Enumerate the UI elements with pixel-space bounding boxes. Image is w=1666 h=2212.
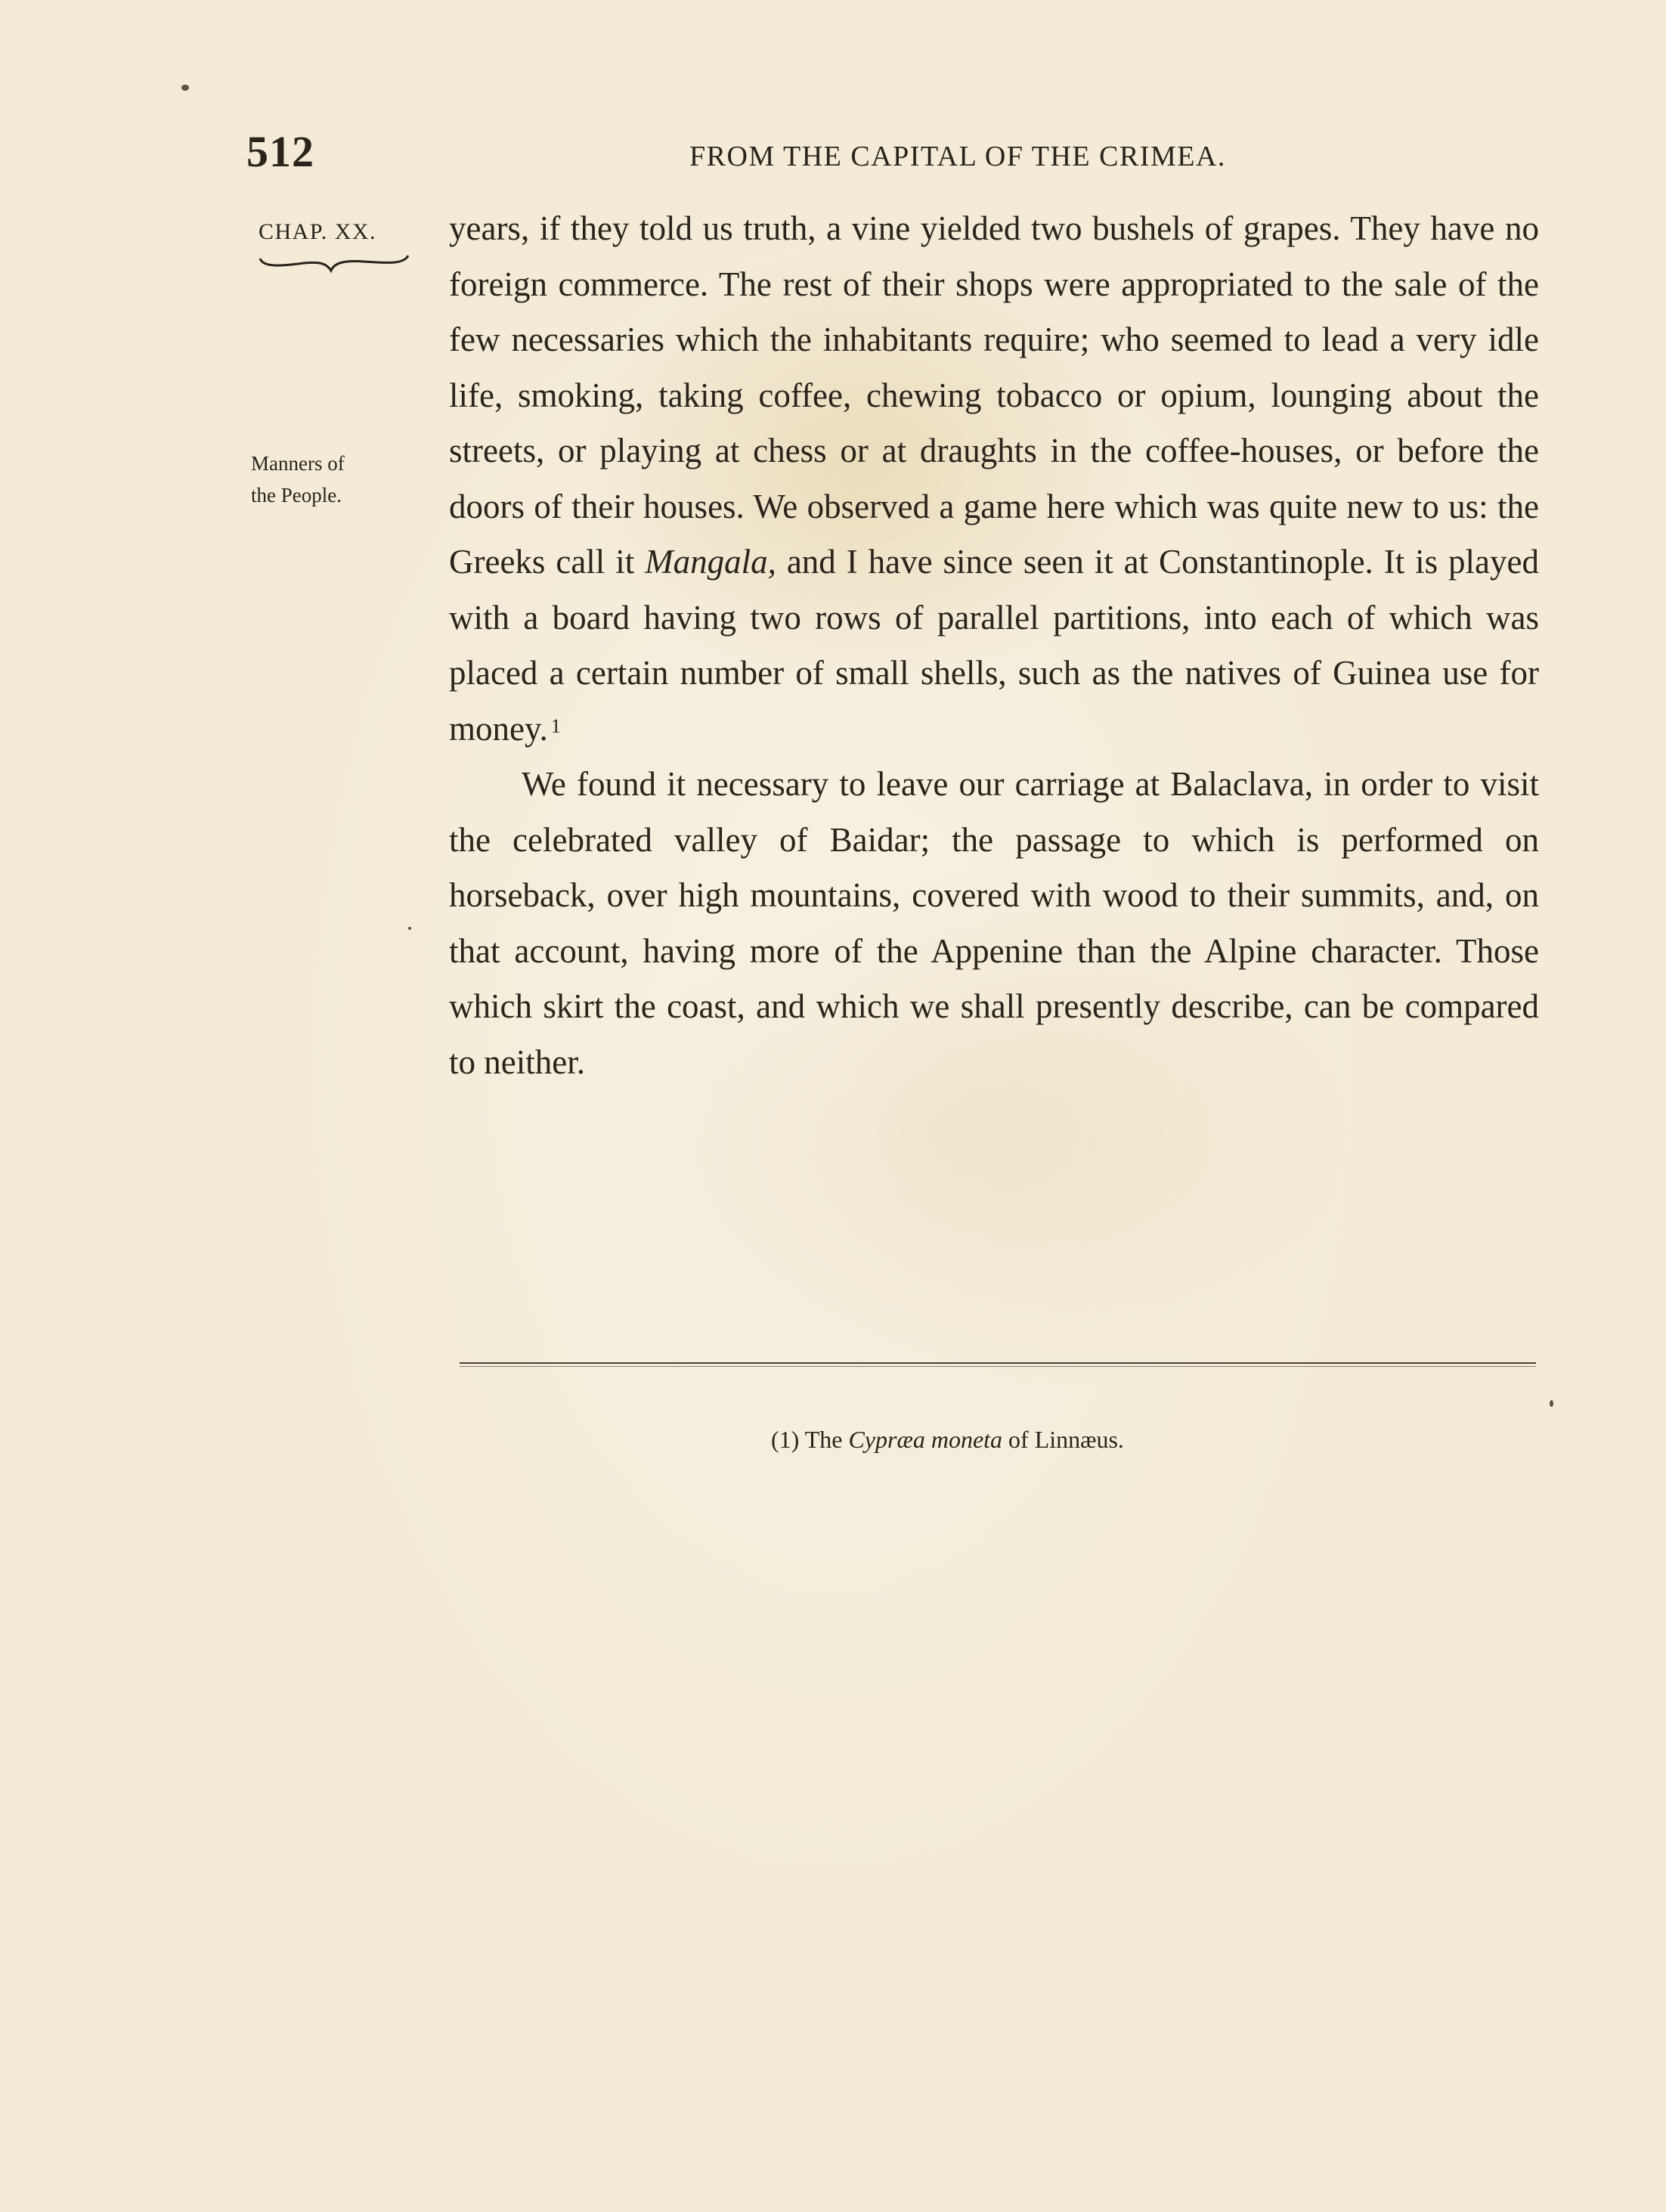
sidenote-line-1: Manners of — [251, 452, 345, 475]
footnote-text-before: The — [804, 1426, 843, 1453]
page-number: 512 — [246, 127, 314, 176]
paragraph-2: We found it necessary to leave our carriage at Balaclava, in order to visit the celebrated valley of Baidar; the passage to which is performed on horseback, over high mountains, covered with wood to their summits, and, on that account, having more of the Appenine than the Alpine character. Those which skirt the coast, and which we shall presently describe, can be compared to neither. — [449, 765, 1539, 1081]
footnote-text-after: of Linnæus. — [1008, 1426, 1124, 1453]
paragraph-1-text-a: years, if they told us truth, a vine yielded two bushels of grapes. They have no foreign commerce. The rest of their shops were appropriated to the sale of the few necessaries which the inhabitants require; who seemed to lead a very idle life, smoking, taking coffee, chewing tobacco or opium, lounging about the streets, or playing at chess or at draughts in the coffee-houses, or before the doors of their houses. We observed a game here which was quite new to us: the Greeks call it — [449, 209, 1539, 581]
footnote-separator-rule — [460, 1362, 1536, 1367]
paragraph-1 — [449, 201, 1539, 757]
footnote-marker: (1) — [771, 1426, 800, 1453]
footnote-reference-marker: 1 — [550, 714, 561, 737]
running-title: FROM THE CAPITAL OF THE CRIMEA. — [689, 141, 1226, 172]
sidenote-manners-of-the-people — [251, 448, 395, 511]
chapter-label: CHAP. XX. — [259, 219, 377, 244]
paper-speck — [181, 85, 189, 91]
sidenote-line-2: the People. — [251, 484, 342, 507]
footnote-italic-species: Cypræa moneta — [848, 1426, 1003, 1453]
paper-speck — [1550, 1400, 1553, 1407]
paragraph-1-italic-term: Mangala, — [645, 543, 776, 581]
paragraph-1-text-b: and I have since seen it at Constantinople. It is played with a board having two rows of parallel partitions, into each of which was placed a certain number of small shells, such as the natives of Guinea use for money. — [449, 543, 1539, 748]
chapter-brace-ornament — [259, 254, 410, 277]
body-text — [449, 201, 1539, 1090]
paper-speck — [408, 927, 411, 930]
footnote — [771, 1427, 1124, 1451]
